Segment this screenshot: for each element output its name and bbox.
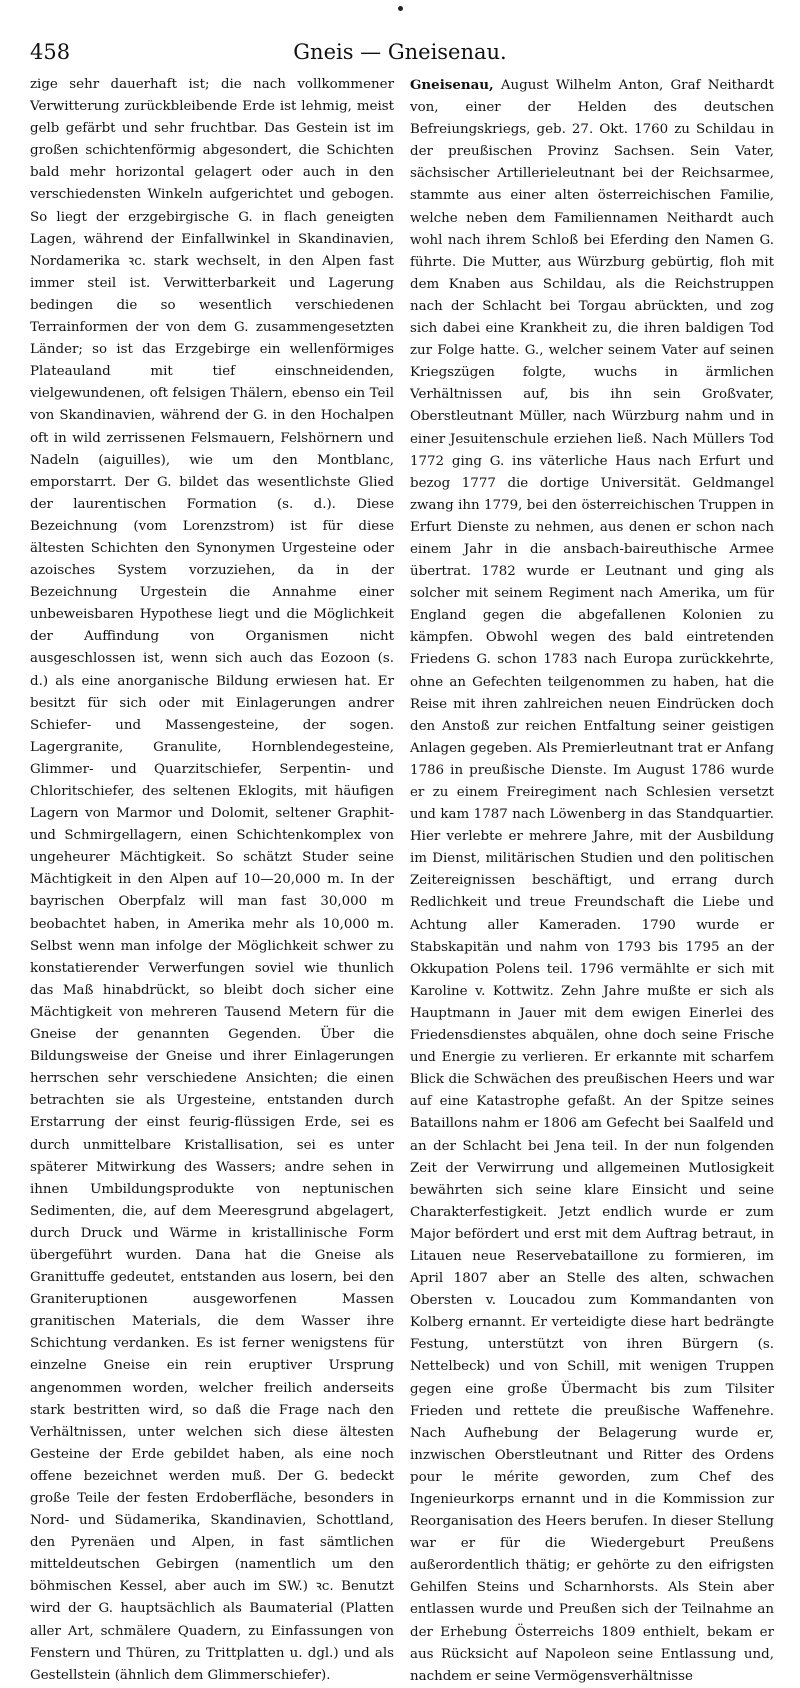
page-header: [30, 40, 770, 72]
left-column: [30, 74, 394, 1683]
entry-text: August Wilhelm Anton, Graf Neithardt von, einer der Helden des deutschen Befreiungskriegs, geb. 27. Okt. 1760 zu Schildau in der preußischen Provinz Sachsen. Sein Vater, sächsischer Artillerieleutnant bei der Reichsarmee, stammte aus einer alten österreichischen Familie, welche neben dem Familiennamen Neithardt auch wohl nach ihrem Schloß bei Eferding den Namen G. führte. Die Mutter, aus Würzburg gebürtig, floh mit dem Knaben aus Schildau, als die Reichstruppen nach der Schlacht bei Torgau abrückten, und zog sich dabei eine Krankheit zu, die ihren baldigen Tod zur Folge hatte. G., welcher seinem Vater auf seinen Kriegszügen folgte, wuchs in ärmlichen Verhältnissen auf, bis ihn sein Großvater, Oberstleutnant Müller, nach Würzburg nahm und in einer Jesuitenschule erziehen ließ. Nach Müllers Tod 1772 ging G. ins väterliche Haus nach Erfurt und bezog 1777 die dortige Universität. Geldmangel zwang ihn 1779, bei den österreichischen Truppen in Erfurt Dienste zu nehmen, aus denen er schon nach einem Jahr in die ansbach-baireuthische Armee übertrat. 1782 wurde er Leutnant und ging als solcher mit seinem Regiment nach Amerika, um für England gegen die abgefallenen Kolonien zu kämpfen. Obwohl wegen des bald eintretenden Friedens G. schon 1783 nach Europa zurückkehrte, ohne an Gefechten teilgenommen zu haben, hat die Reise mit ihren zahlreichen neuen Eindrücken doch den Anstoß zur reichen Entfaltung seiner geistigen Anlagen gegeben. Als Premierleutnant trat er Anfang 1786 in preußische Dienste. Im August 1786 wurde er zu einem Freiregiment nach Schlesien versetzt und kam 1787 nach Löwenberg in das Standquartier. Hier verlebte er mehrere Jahre, mit der Ausbildung im Dienst, militärischen Studien und den politischen Zeitereignissen beschäftigt, und errang durch Redlichkeit und treue Freundschaft die Liebe und Achtung aller Kameraden. 1790 wurde er Stabskapitän und nahm von 1793 bis 1795 an der Okkupation Polens teil. 1796 vermählte er sich mit Karoline v. Kottwitz. Zehn Jahre mußte er sich als Hauptmann in Jauer mit dem ewigen Einerlei des Friedensdienstes abquälen, ohne doch seine Frische und Energie zu verlieren. Er erkannte mit scharfem Blick die Schwächen des preußischen Heers und war auf eine Katastrophe gefaßt. An der Spitze seines Bataillons nahm er 1806 am Gefecht bei Saalfeld und an der Schlacht bei Jena teil. In der nun folgenden Zeit der Verwirrung und allgemeinen Mutlosigkeit bewährten sich seine klare Einsicht und seine Charakterfestigkeit. Jetzt endlich wurde er zum Major befördert und erst mit dem Auftrag betraut, in Litauen neue Reservebataillone zu formieren, im April 1807 aber an Stelle des alten, schwachen Obersten v. Loucadou zum Kommandanten von Kolberg ernannt. Er verteidigte diese hart bedrängte Festung, unterstützt von ihren Bürgern (s. Nettelbeck) und von Schill, mit wenigen Truppen gegen eine große Übermacht bis zum Tilsiter Frieden und rettete die preußische Waffenehre. Nach Aufhebung der Belagerung wurde er, inzwischen Oberstleutnant und Ritter des Ordens pour le mérite geworden, zum Chef des Ingenieurkorps ernannt und in die Kommission zur Reorganisation des Heers berufen. In dieser Stellung war er für die Wiedergeburt Preußens außerordentlich thätig; er gehörte zu den eifrigsten Gehilfen Steins und Scharnhorsts. Als Stein aber entlassen wurde und Preußen sich der Teilnahme an der Erhebung Österreichs 1809 enthielt, bekam er aus Rücksicht auf Napoleon seine Entlassung und, nachdem er seine Vermögensverhältnisse: [410, 78, 774, 1684]
right-column: [410, 74, 774, 1684]
entry-headword: Gneisenau,: [410, 77, 494, 93]
page-number: 458: [30, 40, 71, 64]
running-head: Gneis — Gneisenau.: [293, 40, 507, 64]
entry-gneisenau: [410, 74, 774, 1688]
print-mark-dot: [398, 6, 403, 11]
left-column-text: zige sehr dauerhaft ist; die nach vollkommener Verwitterung zurückbleibende Erde ist lehmig, meist gelb gefärbt und sehr fruchtbar. Das Gestein ist im großen schichtenförmig abgesondert, die Schichten bald mehr horizontal gelagert oder auch in den verschiedensten Winkeln aufgerichtet und gebogen. So liegt der erzgebirgische G. in flach geneigten Lagen, während der Einfallwinkel in Skandinavien, Nordamerika ꝛc. stark wechselt, in den Alpen fast immer steil ist. Verwitterbarkeit und Lagerung bedingen die so wesentlich verschiedenen Terrainformen der von dem G. zusammengesetzten Länder; so ist das Erzgebirge ein wellenförmiges Plateauland mit tief einschneidenden, vielgewundenen, oft felsigen Thälern, ebenso ein Teil von Skandinavien, während der G. in den Hochalpen oft in wild zerrissenen Felsmauern, Felshörnern und Nadeln (aiguilles), wie um den Montblanc, emporstarrt. Der G. bildet das wesentlichste Glied der laurentischen Formation (s. d.). Diese Bezeichnung (vom Lorenzstrom) ist für diese ältesten Schichten den Synonymen Urgesteine oder azoisches System vorzuziehen, da in der Bezeichnung Urgestein die Annahme einer unbeweisbaren Hypothese liegt und die Möglichkeit der Auffindung von Organismen nicht ausgeschlossen ist, wenn sich auch das Eozoon (s. d.) als eine anorganische Bildung erwiesen hat. Er besitzt für sich oder mit Einlagerungen andrer Schiefer- und Massengesteine, der sogen. Lagergranite, Granulite, Hornblendegesteine, Glimmer- und Quarzitschiefer, Serpentin- und Chloritschiefer, des seltenen Eklogits, mit häufigen Lagern von Marmor und Dolomit, seltener Graphit- und Schmirgellagern, einen Schichtenkomplex von ungeheurer Mächtigkeit. So schätzt Studer seine Mächtigkeit in den Alpen auf 10—20,000 m. In der bayrischen Oberpfalz will man fast 30,000 m beobachtet haben, in Amerika mehr als 10,000 m. Selbst wenn man infolge der Möglichkeit schwer zu konstatierender Verwerfungen soviel wie thunlich das Maß hinabdrückt, so bleibt doch sicher eine Mächtigkeit von mehreren Tausend Metern für die Gneise der genannten Gegenden. Über die Bildungsweise der Gneise und ihrer Einlagerungen herrschen sehr verschiedene Ansichten; die einen betrachten sie als Urgesteine, entstanden durch Erstarrung der einst feurig-flüssigen Erde, sei es durch unmittelbare Kristallisation, sei es unter späterer Mitwirkung des Wassers; andre sehen in ihnen Umbildungsprodukte von neptunischen Sedimenten, die, auf dem Meeresgrund abgelagert, durch Druck und Wärme in kristallinische Form übergeführt wurden. Dana hat die Gneise als Granittuffe gedeutet, entstanden aus losern, bei den Graniteruptionen ausgeworfenen Massen granitischen Materials, die dem Wasser ihre Schichtung verdanken. Es ist ferner wenigstens für einzelne Gneise ein rein eruptiver Ursprung angenommen worden, welcher freilich anderseits stark bestritten wird, so daß die Frage nach den Verhältnissen, unter welchen sich diese ältesten Gesteine der Erde gebildet haben, als eine noch offene bezeichnet werden muß. Der G. bedeckt große Teile der festen Erdoberfläche, besonders in Nord- und Südamerika, Skandinavien, Schottland, den Pyrenäen und Alpen, in fast sämtlichen mitteldeutschen Gebirgen (namentlich um den böhmischen Kessel, aber auch im SW.) ꝛc. Benutzt wird der G. hauptsächlich als Baumaterial (Platten aller Art, schmälere Quadern, zu Einfassungen von Fenstern und Thüren, zu Trittplatten u. dgl.) und als Gestellstein (ähnlich dem Glimmerschiefer).: [30, 77, 394, 1683]
